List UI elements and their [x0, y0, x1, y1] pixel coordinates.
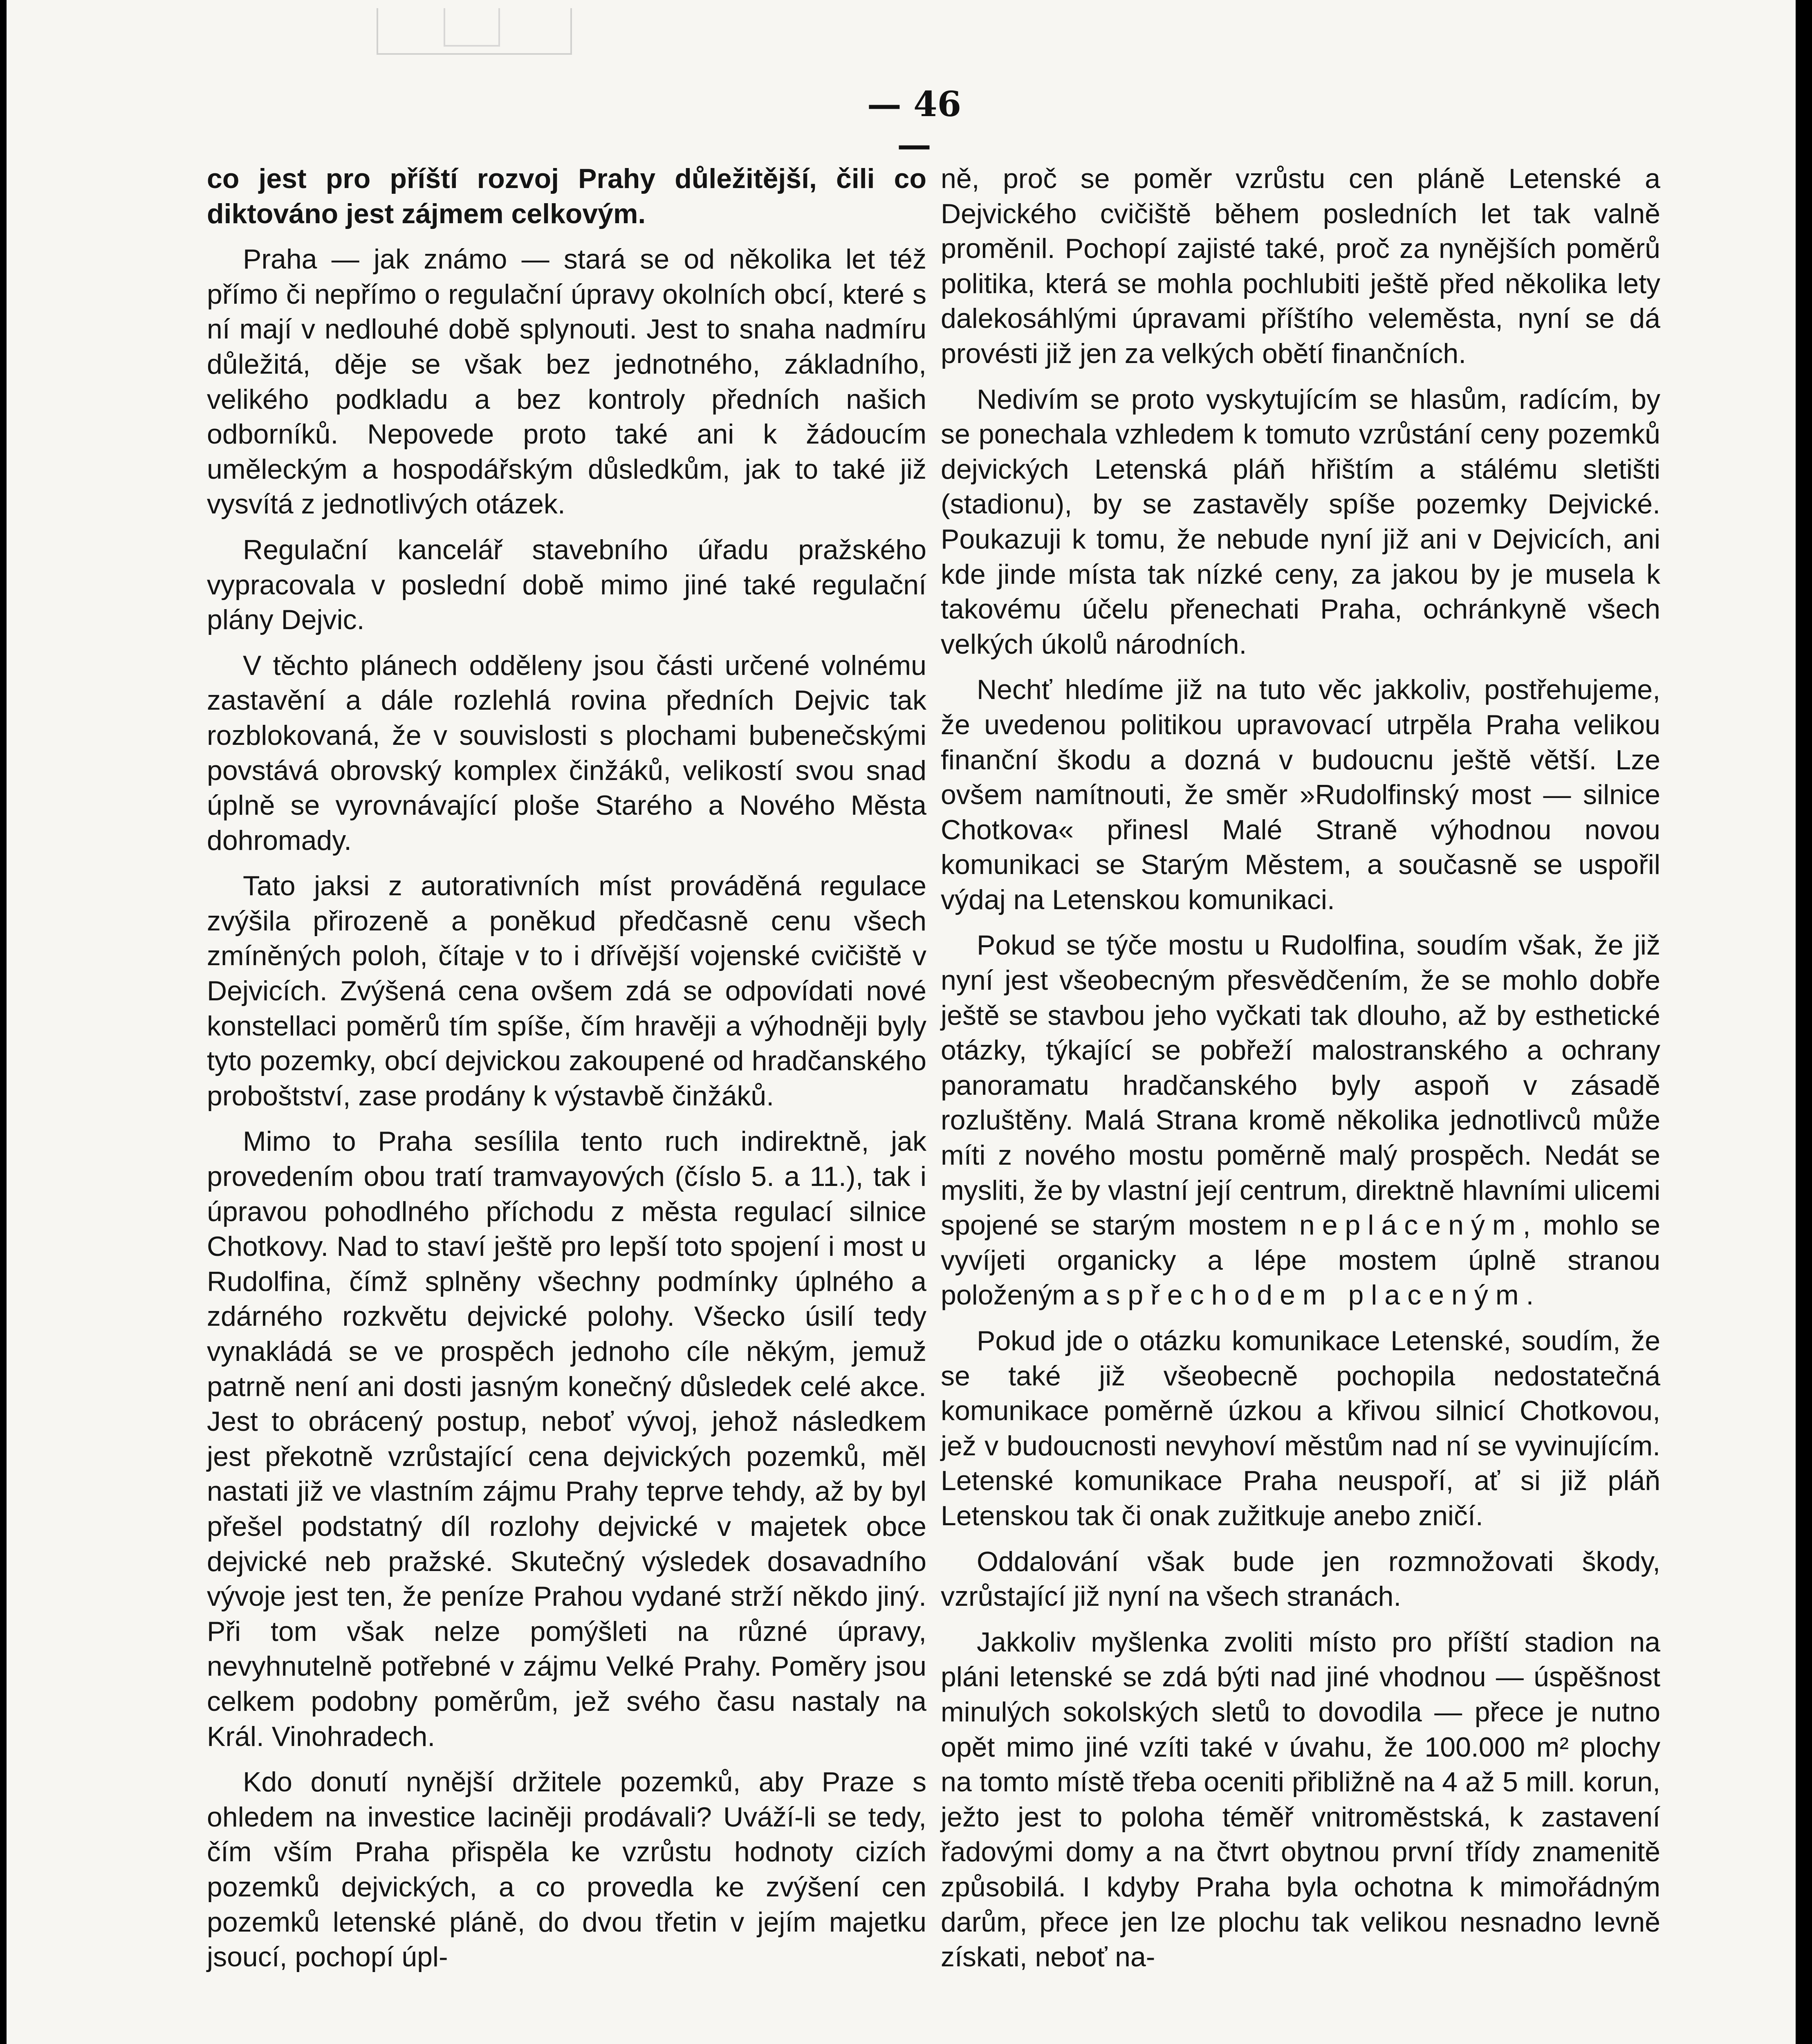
paragraph-text: Pokud se týče mostu u Rudolfina, soudím však, že již nyní jest všeobecným přesvědčením, že se mohlo dobře ještě se stavbou jeho vyčkati tak dlouho, až by esthetické otázky, týkající se pobřeží malostranského a ochrany panoramatu hradčanského byly aspoň v zásadě rozluštěny. Malá Strana kromě několika jednotlivců může míti z nového mostu poměrně malý prospěch. Nedát se mysliti, že by vlastní její centrum, direktně hlavními ulicemi spojené se starým mostem	[941, 930, 1660, 1241]
right-column	[941, 161, 1660, 1986]
left-column	[207, 161, 926, 1986]
paragraph: Nechť hledíme již na tuto věc jakkoliv, postřehujeme, že uvedenou politikou upravovací utrpěla Praha velikou finanční škodu a dozná v budoucnu ještě větší. Lze ovšem namítnouti, že směr »Rudolfinský most — silnice Chotkova« přinesl Malé Straně výhodnou novou komunikaci se Starým Městem, a současně se uspořil výdaj na Letenskou komunikaci.	[941, 674, 1660, 915]
paragraph: Mimo to Praha sesílila tento ruch indirektně, jak provedením obou tratí tramvayových (číslo 5. a 11.), tak i úpravou pohodlného příchodu z města regulací silnice Chotkovy. Nad to staví ještě pro lepší toto spojení i most u Rudolfina, čímž splněny všechny podmínky úplného a zdárného rozkvětu dejvické polohy. Všecko úsilí tedy vynakládá se ve prospěch jednoho cíle někým, jemuž patrně není ani dosti jasným konečný důsledek celé akce. Jest to obrácený postup, neboť vývoj, jehož následkem jest překotně vzrůstající cena dejvických pozemků, měl nastati již ve vlastním zájmu Prahy teprve tehdy, až by byl přešel podstatný díl rozlohy dejvické v majetek obce dejvické neb pražské. Skutečný výsledek dosavadního vývoje jest ten, že peníze Prahou vydané strží někdo jiný. Při tom však nelze pomýšleti na různé úpravy, nevyhnutelně potřebné v zájmu Velké Prahy. Poměry jsou celkem podobny poměrům, jež svého času nastaly na Král. Vinohradech.	[207, 1126, 926, 1752]
paragraph: Praha — jak známo — stará se od několika let též přímo či nepřímo o regulační úpravy okolních obcí, které s ní mají v nedlouhé době splynouti. Jest to snaha nadmíru důležitá, děje se však bez jednotného, základního, velikého podkladu a bez kontroly předních našich odborníků. Nepovede proto také ani k žádoucím uměleckým a hospodářským důsledkům, jak to také již vysvítá z jednotlivých otázek.	[207, 244, 926, 520]
paragraph: Regulační kancelář stavebního úřadu pražského vypracovala v poslední době mimo jiné také regulační plány Dejvic.	[207, 534, 926, 636]
page-number: — 46 —	[867, 84, 962, 165]
paragraph: Tato jaksi z autorativních míst prováděná regulace zvýšila přirozeně a poněkud předčasně cenu všech zmíněných poloh, čítaje v to i dřívější vojenské cvičiště v Dejvicích. Zvýšená cena ovšem zdá se odpovídati nové konstellaci poměrů tím spíše, čím hravěji a výhodněji byly tyto pozemky, obcí dejvickou zakoupené od hradčanského proboštství, zase prodány k výstavbě činžáků.	[207, 870, 926, 1112]
paragraph-text: , mohlo se vyvíjeti organicky a lépe mostem úplně stranou položeným a s	[941, 1210, 1660, 1311]
paragraph: co jest pro příští rozvoj Prahy důležitější, čili co diktováno jest zájmem celkovým.	[207, 163, 926, 229]
paragraph: Nedivím se proto vyskytujícím se hlasům, radícím, by se ponechala vzhledem k tomuto vzrůstání ceny pozemků dejvických Letenská pláň hřištím a stálému sletišti (stadionu), by se zastavěly spíše pozemky Dejvické. Poukazuji k tomu, že nebude nyní již ani v Dejvicích, ani kde jinde místa tak nízké ceny, za jakou by je musela k takovému účelu přenechati Praha, ochránkyně všech velkých úkolů národních.	[941, 383, 1660, 660]
paragraph: Jakkoliv myšlenka zvoliti místo pro příští stadion na pláni letenské se zdá býti nad jiné vhodnou — úspěšnost minulých sokolských sletů to dovodila — přece je nutno opět mimo jiné vzíti také v úvahu, že 100.000 m² plochy na tomto místě třeba oceniti přibližně na 4 až 5 mill. korun, ježto jest to poloha téměř vnitroměstská, k zastavení řadovými domy a na čtvrt obytnou první třídy znamenitě způsobilá. I kdyby Praha byla ochotna k mimořádným darům, přece jen lze plochu tak velikou nesnadno levně získati, neboť na-	[941, 1626, 1660, 1973]
library-stamp-inner	[444, 8, 500, 47]
paragraph-text: .	[1526, 1280, 1534, 1311]
paragraph: ně, proč se poměr vzrůstu cen pláně Letenské a Dejvického cvičiště během posledních let tak valně proměnil. Pochopí zajisté také, proč za nynějších poměrů politika, která se mohla pochlubiti ještě před několika lety dalekosáhlými úpravami příštího veleměsta, nyní se dá provésti již jen za velkých obětí finančních.	[941, 163, 1660, 369]
paragraph: Oddalování však bude jen rozmnožovati škody, vzrůstající již nyní na všech stranách.	[941, 1546, 1660, 1612]
book-page	[7, 0, 1796, 2044]
paragraph	[941, 928, 1660, 1313]
paragraph: V těchto plánech odděleny jsou části určené volnému zastavění a dále rozlehlá rovina předních Dejvic tak rozblokovaná, že v souvislosti s plochami bubenečskými povstává obrovský komplex činžáků, velikostí svou snad úplně se vyrovnávající ploše Starého a Nového Města dohromady.	[207, 650, 926, 856]
emphasis-text: nepláceným	[1299, 1210, 1523, 1241]
paragraph: Pokud jde o otázku komunikace Letenské, soudím, že se také již všeobecně pochopila nedostatečná komunikace poměrně úzkou a křivou silnicí Chotkovou, jež v budoucnosti nevyhoví městům nad ní se vyvinujícím. Letenské komunikace Praha neuspoří, ať si již pláň Letenskou tak či onak zužitkuje anebo zničí.	[941, 1325, 1660, 1531]
library-stamp	[377, 8, 572, 55]
emphasis-text: přechodem placeným	[1128, 1280, 1526, 1311]
paragraph: Kdo donutí nynější držitele pozemků, aby Praze s ohledem na investice laciněji prodávali? Uváží-li se tedy, čím vším Praha přispěla ke vzrůstu hodnoty cizích pozemků dejvických, a co provedla ke zvýšení cen pozemků letenské pláně, do dvou třetin v jejím majetku jsoucí, pochopí úpl-	[207, 1766, 926, 1973]
